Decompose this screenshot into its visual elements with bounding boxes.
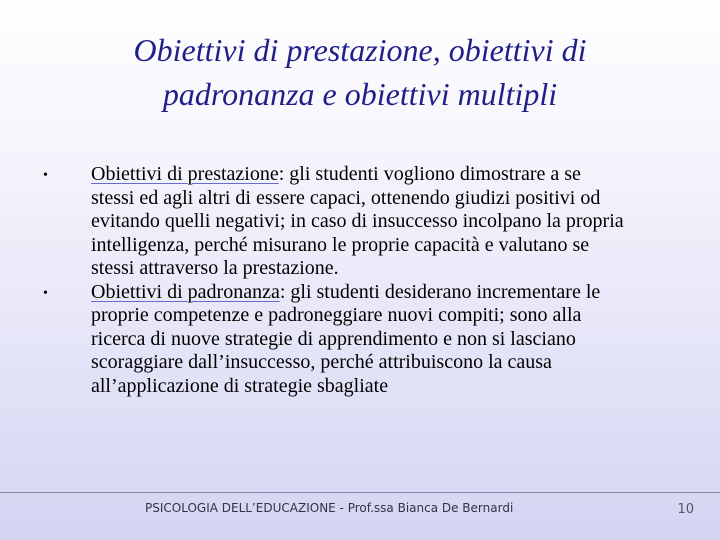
bullet-line: evitando quelli negativi; in caso di insuccesso incolpano la propria [91, 210, 624, 232]
bullet-line: scoraggiare dall’insuccesso, perché attribuiscono la causa [91, 351, 552, 373]
bullet-list [0, 163, 720, 398]
bullet-first-line [91, 281, 691, 305]
bullet-text-padronanza [91, 281, 691, 399]
bullet-item-padronanza [0, 281, 720, 399]
bullet-line: intelligenza, perché misurano le proprie capacità e valutano se [91, 233, 590, 256]
footer-divider [0, 492, 720, 493]
slide-title [60, 28, 660, 116]
slide-title-line-2: padronanza e obiettivi multipli [162, 76, 558, 112]
slide-title-line-1: Obiettivi di prestazione, obiettivi di [133, 32, 587, 68]
bullet-term-prestazione: Obiettivi di prestazione [91, 163, 279, 185]
bullet-term-padronanza: Obiettivi di padronanza [91, 280, 280, 303]
bullet-marker: • [43, 285, 48, 301]
bullet-first-line-rest: : gli studenti desiderano incrementare le [279, 280, 601, 303]
bullet-line: ricerca di nuove strategie di apprendimento e non si lasciano [91, 327, 576, 350]
bullet-first-line [91, 163, 691, 187]
bullet-first-line-rest: : gli studenti vogliono dimostrare a se [278, 163, 581, 185]
bullet-line: stessi ed agli altri di essere capaci, ottenendo giudizi positivi od [91, 186, 601, 209]
bullet-line: stessi attraverso la prestazione. [91, 257, 339, 279]
page-number: 10 [677, 502, 694, 517]
bullet-text-prestazione [91, 163, 691, 281]
bullet-line: proprie competenze e padroneggiare nuovi compiti; sono alla [91, 304, 582, 326]
bullet-item-prestazione [0, 163, 720, 281]
bullet-marker: • [43, 168, 48, 183]
footer-text: PSICOLOGIA DELL’EDUCAZIONE - Prof.ssa Bianca De Bernardi [145, 501, 514, 515]
bullet-line: all’applicazione di strategie sbagliate [91, 374, 389, 397]
